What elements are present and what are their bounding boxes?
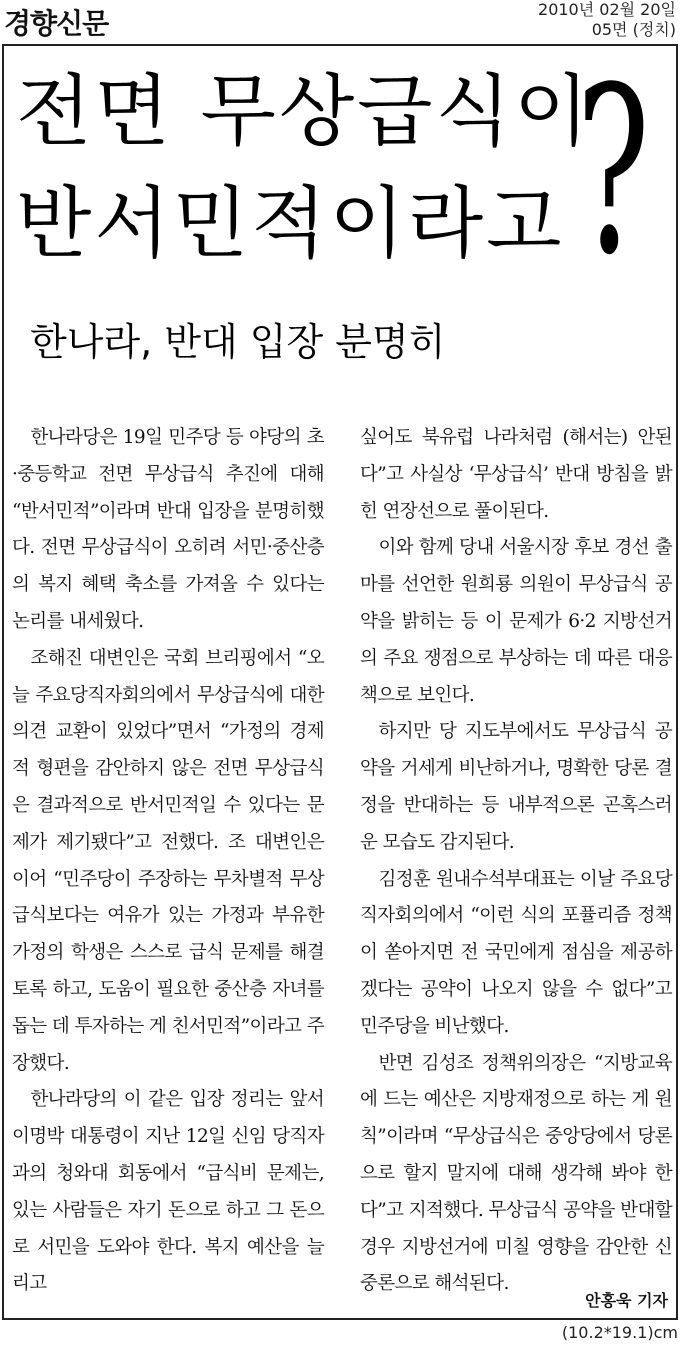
paragraph: 한나라당은 19일 민주당 등 야당의 초·중등학교 전면 무상급식 추진에 대해 “반서민적”이라며 반대 입장을 분명히했다. 전면 무상급식이 오히려 서민·중산층의 복지 혜택 축소를 가져올 수 있다는 논리를 내세웠다. <box>12 427 324 632</box>
reporter-byline: 안홍욱 기자 <box>585 1291 668 1310</box>
paragraph: 싶어도 북유럽 나라처럼 (해서는) 안된다”고 사실상 ‘무상급식’ 반대 방침을 밝힌 연장선으로 풀이된다. <box>360 427 672 522</box>
article-column-right <box>360 420 672 1303</box>
paragraph: 조해진 대변인은 국회 브리핑에서 “오늘 주요당직자회의에서 무상급식에 대한 의견 교환이 있었다”면서 “가정의 경제적 형편을 감안하지 않은 전면 무상급식은 결과적으로 반서민적일 수 있다는 문제가 제기됐다”고 전했다. 조 대변인은 이어 “민주당이 주장하는 무차별적 무상급식보다는 여유가 있는 가정과 부유한 가정의 학생은 스스로 급식 문제를 해결토록 하고, 도움이 필요한 중산층 자녀를 돕는 데 투자하는 게 친서민적”이라고 주장했다. <box>12 647 324 1074</box>
publication-meta <box>538 0 676 40</box>
newspaper-masthead: 경향신문 <box>4 7 109 40</box>
headline <box>16 56 592 280</box>
paragraph: 반면 김성조 정책위의장은 “지방교육에 드는 예산은 지방재정으로 하는 게 원칙”이라며 “무상급식은 중앙당에서 당론으로 할지 말지에 대해 생각해 봐야 한다”고 지적했다. 무상급식 공약을 반대할 경우 지방선거에 미칠 영향을 감안한 신중론으로 해석된다. <box>360 1052 672 1295</box>
paragraph: 김정훈 원내수석부대표는 이날 주요당직자회의에서 “이런 식의 포퓰리즘 정책이 쏟아지면 전 국민에게 점심을 제공하겠다는 공약이 나오지 않을 수 없다”고 민주당을 비난했다. <box>360 868 672 1037</box>
publication-date: 2010년 02월 20일 <box>538 0 676 19</box>
paragraph: 이와 함께 당내 서울시장 후보 경선 출마를 선언한 원희룡 의원이 무상급식 공약을 밝히는 등 이 문제가 6·2 지방선거의 주요 쟁점으로 부상하는 데 따른 대응책으로 보인다. <box>360 537 672 706</box>
paragraph: 한나라당의 이 같은 입장 정리는 앞서 이명박 대통령이 지난 12일 신임 당직자과의 청와대 회동에서 “급식비 문제는, 있는 사람들은 자기 돈으로 하고 그 돈으로 서민을 도와야 한다. 복지 예산을 늘리고 <box>12 1089 324 1295</box>
headline-question-mark: ? <box>576 39 650 306</box>
paragraph: 하지만 당 지도부에서도 무상급식 공약을 거세게 비난하거나, 명확한 당론 결정을 반대하는 등 내부적으론 곤혹스러운 모습도 감지된다. <box>360 721 672 853</box>
headline-line-2: 반서민적이라고 <box>16 179 565 269</box>
subheadline: 한나라, 반대 입장 분명히 <box>30 320 446 364</box>
headline-line-1: 전면 무상급식이 <box>16 67 593 157</box>
page-section: 05면 (정치) <box>591 20 676 39</box>
article-column-left <box>12 420 324 1303</box>
clipping-size-note: (10.2*19.1)cm <box>561 1323 678 1342</box>
